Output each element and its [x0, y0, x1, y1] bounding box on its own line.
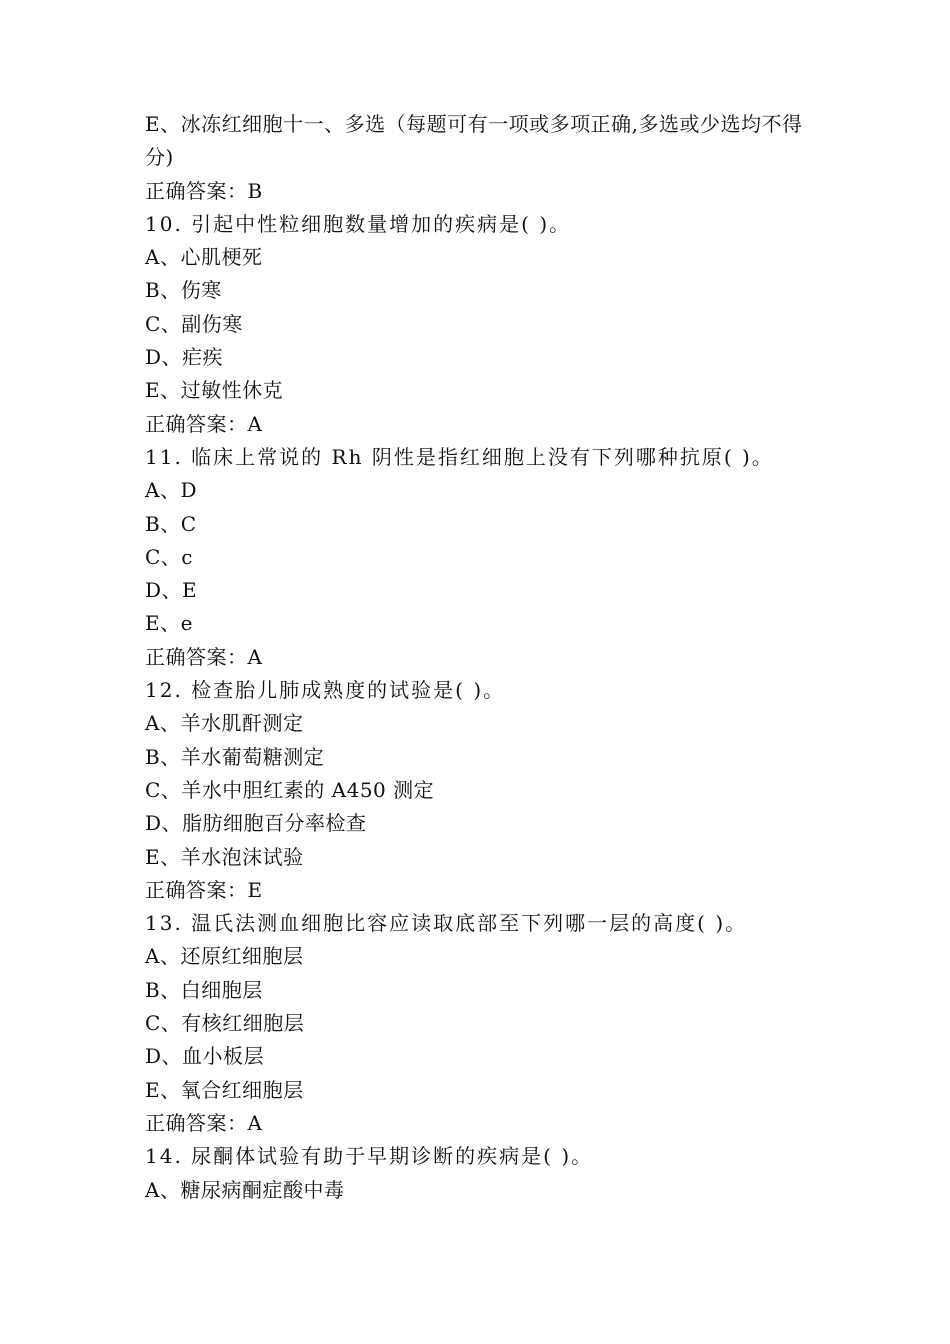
question-line: 14. 尿酮体试验有助于早期诊断的疾病是( )。	[145, 1144, 594, 1169]
answer-line: 正确答案：A	[145, 1110, 263, 1135]
option-line: E、e	[145, 611, 193, 636]
option-line: C、c	[145, 544, 194, 569]
document-page	[145, 108, 825, 1207]
option-line: A、心肌梗死	[145, 245, 263, 270]
option-line: E、过敏性休克	[145, 378, 284, 403]
option-line: C、副伤寒	[145, 311, 243, 336]
option-line: A、还原红细胞层	[145, 944, 304, 969]
answer-line: 正确答案：A	[145, 411, 263, 436]
option-line: B、C	[145, 511, 197, 536]
answer-line: 正确答案：B	[145, 178, 263, 203]
question-line: 13. 温氏法测血细胞比容应读取底部至下列哪一层的高度( )。	[145, 911, 748, 936]
option-line: C、羊水中胆红素的 A450 测定	[145, 777, 435, 802]
question-line: 11. 临床上常说的 Rh 阴性是指红细胞上没有下列哪种抗原( )。	[145, 444, 774, 469]
answer-line: 正确答案：A	[145, 644, 263, 669]
option-line: D、血小板层	[145, 1044, 265, 1069]
option-line: E、氧合红细胞层	[145, 1077, 304, 1102]
question-line: 10. 引起中性粒细胞数量增加的疾病是( )。	[145, 211, 572, 236]
answer-line: 正确答案：E	[145, 877, 263, 902]
option-line: C、有核红细胞层	[145, 1011, 305, 1036]
option-line: E、冰冻红细胞十一、多选（每题可有一项或多项正确,多选或少选均不得分)	[145, 112, 803, 170]
option-line: D、脂肪细胞百分率检查	[145, 811, 367, 836]
option-line: B、伤寒	[145, 278, 222, 303]
option-line: A、糖尿病酮症酸中毒	[145, 1177, 345, 1202]
option-line: A、D	[145, 478, 197, 503]
option-line: D、E	[145, 578, 198, 603]
option-line: A、羊水肌酐测定	[145, 711, 304, 736]
question-line: 12. 检查胎儿肺成熟度的试验是( )。	[145, 678, 506, 703]
option-line: B、白细胞层	[145, 977, 263, 1002]
option-line: D、疟疾	[145, 345, 224, 370]
option-line: B、羊水葡萄糖测定	[145, 744, 325, 769]
option-line: E、羊水泡沫试验	[145, 844, 304, 869]
